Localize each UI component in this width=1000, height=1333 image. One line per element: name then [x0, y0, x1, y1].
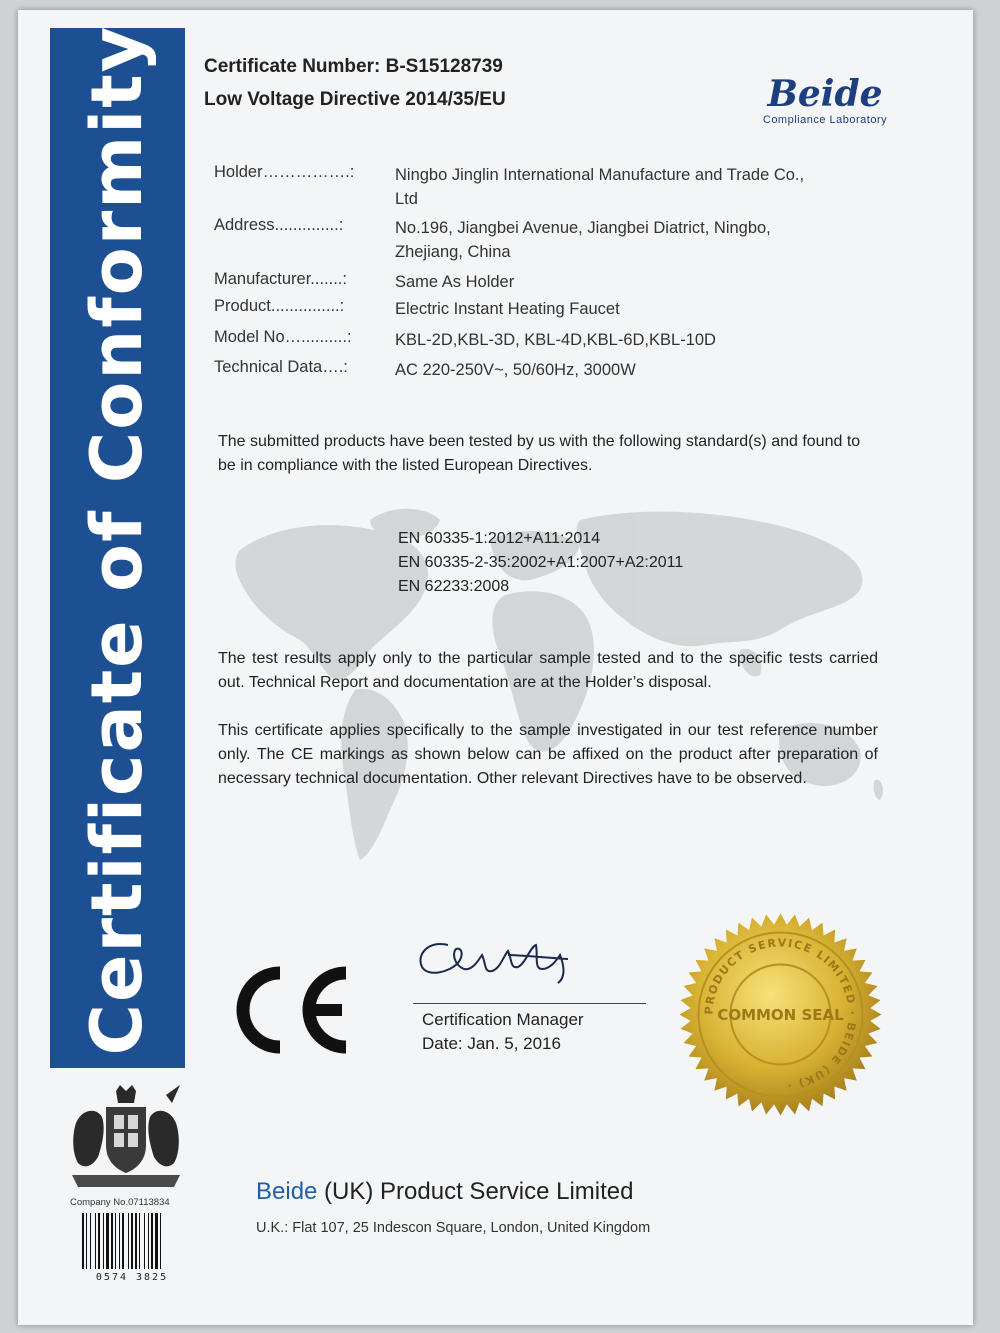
barcode-number: 0574 3825	[95, 1272, 169, 1283]
gold-seal-icon	[678, 912, 883, 1117]
disclaimer-results: The test results apply only to the particular sample tested and to the specific tests carried out. Technical Report and documentation are at the Holder’s disposal.	[218, 650, 878, 691]
certificate-date: Date: Jan. 5, 2016	[422, 1034, 561, 1053]
logo-subtitle: Compliance Laboratory	[762, 114, 888, 126]
technical-data-label: Technical Data….:	[214, 358, 348, 376]
manufacturer-label: Manufacturer.......:	[214, 270, 347, 288]
model-value: KBL-2D,KBL-3D, KBL-4D,KBL-6D,KBL-10D	[395, 331, 716, 349]
standard-item: EN 60335-1:2012+A11:2014	[398, 530, 601, 547]
directive-title: Low Voltage Directive 2014/35/EU	[204, 89, 506, 110]
manager-signature	[408, 925, 593, 995]
standard-item: EN 62233:2008	[398, 578, 510, 595]
address-value: No.196, Jiangbei Avenue, Jiangbei Diatrict, Ningbo, Zhejiang, China	[395, 219, 771, 261]
company-number: Company No.07113834	[70, 1197, 170, 1208]
ce-mark-icon	[228, 965, 358, 1055]
footer-company	[256, 1178, 634, 1206]
manufacturer-value: Same As Holder	[395, 273, 515, 291]
standard-item: EN 60335-2-35:2002+A1:2007+A2:2011	[398, 554, 684, 571]
royal-crest-icon	[62, 1083, 190, 1193]
address-label: Address..............:	[214, 216, 344, 234]
technical-data-value: AC 220-250V~, 50/60Hz, 3000W	[395, 361, 636, 379]
seal-ring-text: PRODUCT SERVICE LIMITED · BEIDE (UK) ·	[702, 936, 859, 1093]
footer-company-rest: (UK) Product Service Limited	[317, 1178, 634, 1205]
barcode-icon	[80, 1213, 184, 1283]
product-label: Product...............:	[214, 297, 345, 315]
beide-logo	[740, 74, 910, 126]
disclaimer-certificate: This certificate applies specifically to the sample investigated in our test reference number only. The CE markings as shown below can be affixed on the product after preparation of necessary technical documentation. Other relevant Directives have to be observed.	[218, 722, 878, 787]
holder-value: Ningbo Jinglin International Manufacture and Trade Co., Ltd	[395, 166, 805, 208]
logo-name: Beide	[767, 73, 883, 115]
compliance-statement: The submitted products have been tested by us with the following standard(s) and found to be in compliance with the listed European Directives.	[218, 433, 861, 474]
holder-label: Holder…………….:	[214, 163, 355, 181]
footer-brand: Beide	[256, 1178, 318, 1205]
certificate-number: Certificate Number: B-S15128739	[204, 56, 503, 77]
band-title: Certificate of Conformity	[76, 24, 158, 1056]
product-value: Electric Instant Heating Faucet	[395, 300, 620, 318]
seal-text: COMMON SEAL	[717, 1006, 844, 1024]
footer-address: U.K.: Flat 107, 25 Indescon Square, London, United Kingdom	[256, 1220, 651, 1236]
signature-line	[413, 1003, 646, 1004]
manager-title: Certification Manager	[422, 1010, 584, 1029]
model-label: Model No…..........:	[214, 328, 352, 346]
